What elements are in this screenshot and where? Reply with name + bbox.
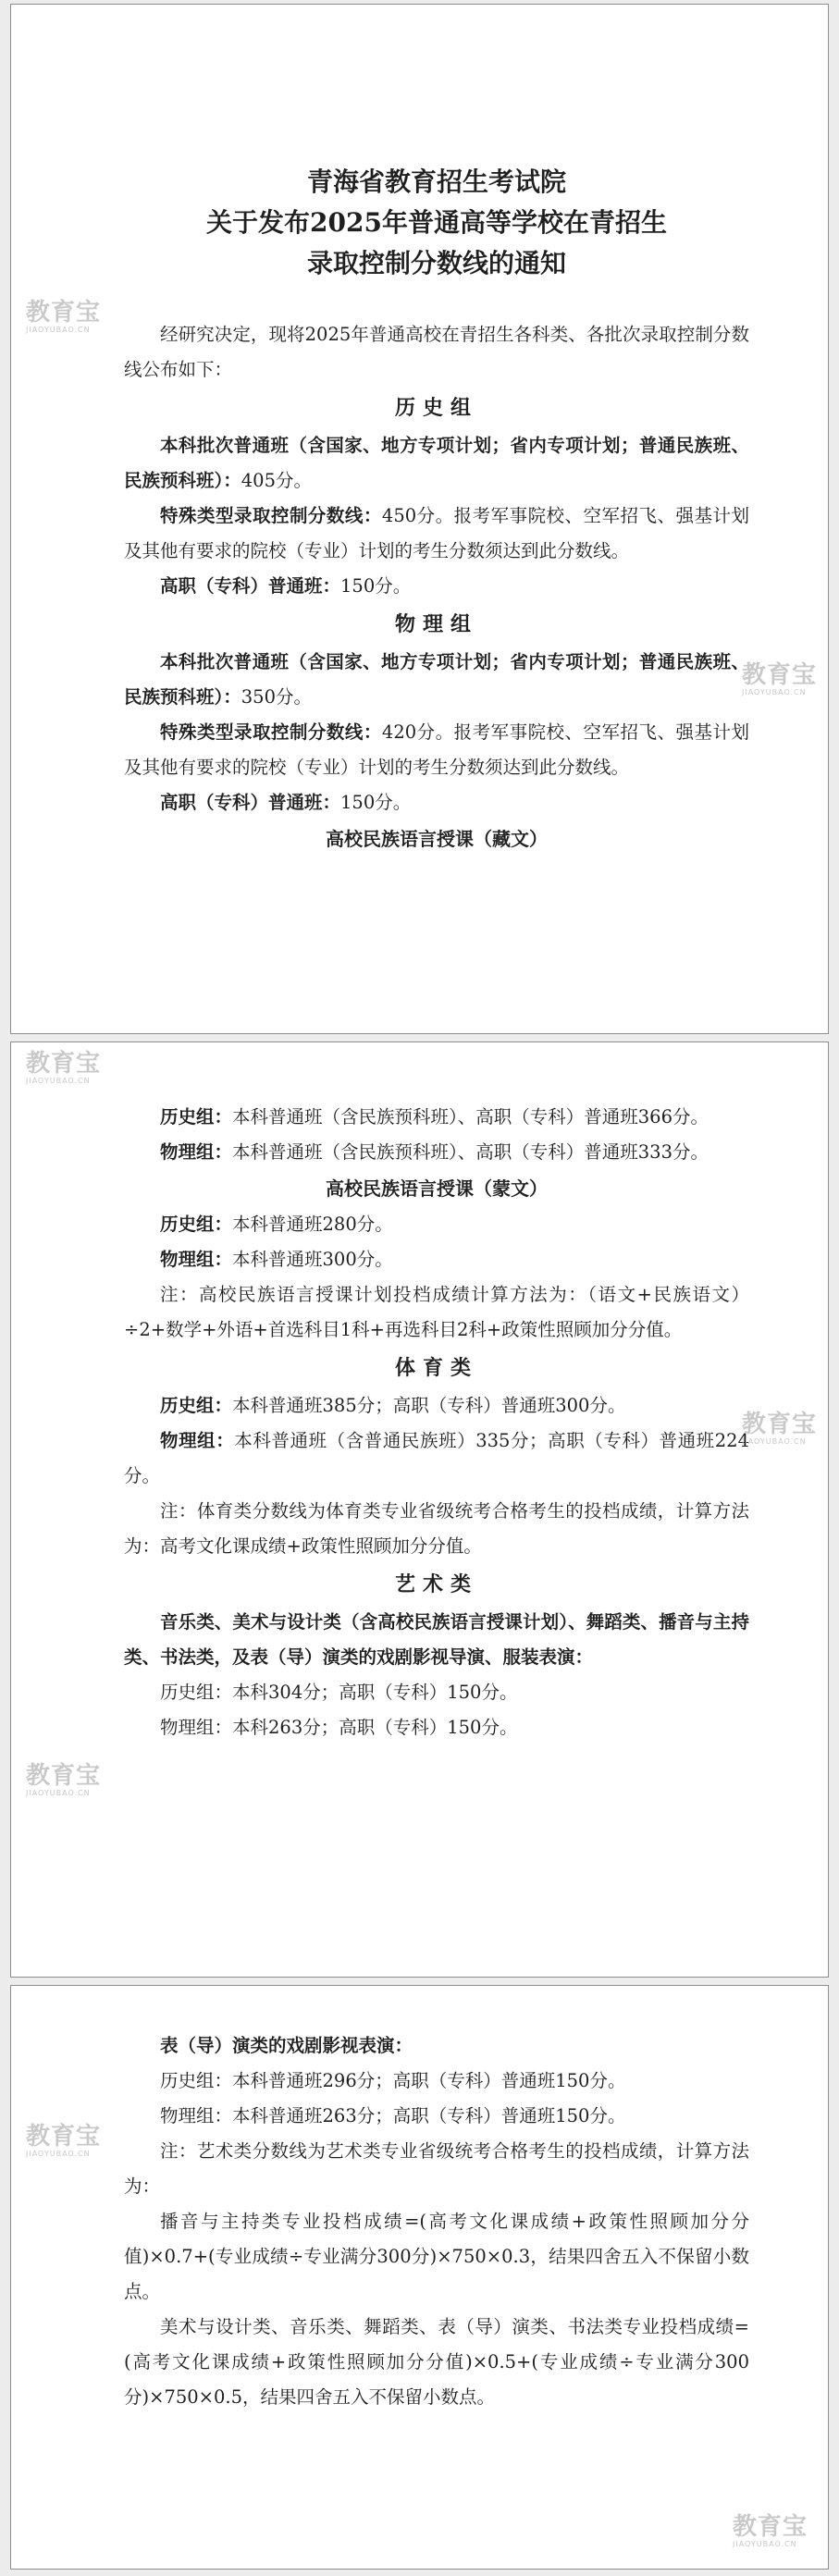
watermark-logo: 教育宝 JIAOYUBAO.CN [26, 1050, 102, 1085]
drama-history-line: 历史组：本科普通班296分；高职（专科）普通班150分。 [160, 2070, 626, 2091]
physics-vocational-label: 高职（专科）普通班： [160, 792, 341, 813]
history-undergrad-label: 本科批次普通班（含国家、地方专项计划；省内专项计划；普通民族班、民族预科班）： [124, 435, 749, 491]
tibetan-heading: 高校民族语言授课（藏文） [326, 828, 548, 850]
history-vocational-line [124, 569, 749, 604]
drama-heading: 表（导）演类的戏剧影视表演： [160, 2035, 413, 2056]
title-line-1: 青海省教育招生考试院 [306, 166, 566, 197]
sports-history-label: 历史组： [160, 1395, 233, 1416]
history-undergrad-line [124, 428, 749, 499]
mongolian-note: 注：高校民族语言授课计划投档成绩计算方法为：（语文+民族语文）÷2+数学+外语+首选科目1科+再选科目2科+政策性照顾加分分值。 [124, 1284, 749, 1340]
history-group-heading: 历史组 [394, 396, 478, 420]
physics-undergrad-line [124, 645, 749, 715]
title-line-3: 录取控制分数线的通知 [306, 248, 566, 278]
arts-intro: 音乐类、美术与设计类（含高校民族语言授课计划）、舞蹈类、播音与主持类、书法类，及表（导）演类的戏剧影视导演、服装表演： [124, 1611, 749, 1668]
sports-physics-line [124, 1424, 749, 1494]
physics-special-label: 特殊类型录取控制分数线： [160, 721, 382, 743]
mongolian-history-label: 历史组： [160, 1214, 233, 1235]
intro-paragraph: 经研究决定，现将2025年普通高校在青招生各科类、各批次录取控制分数线公布如下： [124, 324, 749, 380]
page-3-content [124, 2028, 749, 2415]
watermark-logo: 教育宝 JIAOYUBAO.CN [742, 1411, 818, 1446]
mongolian-history-line [124, 1207, 749, 1242]
watermark-logo: 教育宝 JIAOYUBAO.CN [26, 1762, 102, 1797]
page-2-content [124, 1100, 749, 1745]
physics-vocational-value: 150分。 [340, 792, 412, 813]
title-line-2: 关于发布2025年普通高等学校在青招生 [206, 207, 667, 238]
watermark-logo: 教育宝 JIAOYUBAO.CN [26, 2123, 102, 2158]
mongolian-physics-line [124, 1242, 749, 1277]
sports-history-text: 本科普通班385分；高职（专科）普通班300分。 [232, 1395, 626, 1416]
physics-special-value: 420分。报考军事院校、空军招飞、强基计划及其他有要求的院校（专业）计划的考生分数须达到此分数线。 [124, 721, 749, 778]
watermark-logo: 教育宝 JIAOYUBAO.CN [26, 299, 102, 334]
physics-undergrad-label: 本科批次普通班（含国家、地方专项计划；省内专项计划；普通民族班、民族预科班）： [124, 651, 749, 708]
watermark-logo: 教育宝 JIAOYUBAO.CN [742, 661, 818, 696]
physics-vocational-line [124, 785, 749, 820]
broadcast-formula: 播音与主持类专业投档成绩=(高考文化课成绩+政策性照顾加分分值)×0.7+(专业成绩÷专业满分300分)×750×0.3，结果四舍五入不保留小数点。 [124, 2211, 749, 2302]
art-design-formula: 美术与设计类、音乐类、舞蹈类、表（导）演类、书法类专业投档成绩=(高考文化课成绩+政策性照顾加分分值)×0.5+(专业成绩÷专业满分300分)×750×0.5，结果四舍五入不保留小数点。 [124, 2316, 749, 2408]
history-vocational-label: 高职（专科）普通班： [160, 575, 341, 597]
history-special-label: 特殊类型录取控制分数线： [160, 505, 382, 526]
physics-special-line [124, 715, 749, 785]
history-special-line [124, 499, 749, 569]
history-undergrad-value: 405分。 [241, 470, 312, 491]
mongolian-physics-label: 物理组： [160, 1249, 233, 1270]
mongolian-history-text: 本科普通班280分。 [232, 1214, 393, 1235]
document-page-3 [10, 1985, 829, 2570]
arts-physics-line: 物理组：本科263分；高职（专科）150分。 [160, 1717, 518, 1738]
physics-group-heading: 物理组 [394, 612, 478, 636]
tibetan-physics-text: 本科普通班（含民族预科班）、高职（专科）普通班333分。 [232, 1141, 709, 1163]
mongolian-heading: 高校民族语言授课（蒙文） [326, 1177, 548, 1200]
sports-physics-text: 本科普通班（含普通民族班）335分；高职（专科）普通班224分。 [124, 1430, 749, 1486]
arts-heading: 艺术类 [394, 1572, 478, 1596]
drama-physics-line: 物理组：本科普通班263分；高职（专科）普通班150分。 [160, 2105, 626, 2126]
tibetan-history-label: 历史组： [160, 1106, 233, 1128]
sports-heading: 体育类 [394, 1356, 478, 1380]
sports-history-line [124, 1388, 749, 1424]
page-1-content [124, 162, 749, 857]
watermark-logo: 教育宝 JIAOYUBAO.CN [733, 2513, 808, 2548]
arts-score-note: 注：艺术类分数线为艺术类专业省级统考合格考生的投档成绩，计算方法为： [124, 2140, 749, 2197]
sports-note: 注：体育类分数线为体育类专业省级统考合格考生的投档成绩，计算方法为：高考文化课成绩+政策性照顾加分分值。 [124, 1500, 749, 1557]
history-vocational-value: 150分。 [340, 575, 412, 597]
tibetan-history-text: 本科普通班（含民族预科班）、高职（专科）普通班366分。 [232, 1106, 709, 1128]
document-page-1 [10, 4, 829, 1034]
physics-undergrad-value: 350分。 [241, 686, 312, 708]
tibetan-physics-label: 物理组： [160, 1141, 233, 1163]
mongolian-physics-text: 本科普通班300分。 [232, 1249, 393, 1270]
notice-title [124, 162, 749, 284]
tibetan-history-line [124, 1100, 749, 1135]
tibetan-physics-line [124, 1135, 749, 1170]
sports-physics-label: 物理组： [160, 1430, 235, 1451]
history-special-value: 450分。报考军事院校、空军招飞、强基计划及其他有要求的院校（专业）计划的考生分数须达到此分数线。 [124, 505, 749, 561]
arts-history-line: 历史组：本科304分；高职（专科）150分。 [160, 1682, 518, 1703]
document-page-2 [10, 1041, 829, 1978]
